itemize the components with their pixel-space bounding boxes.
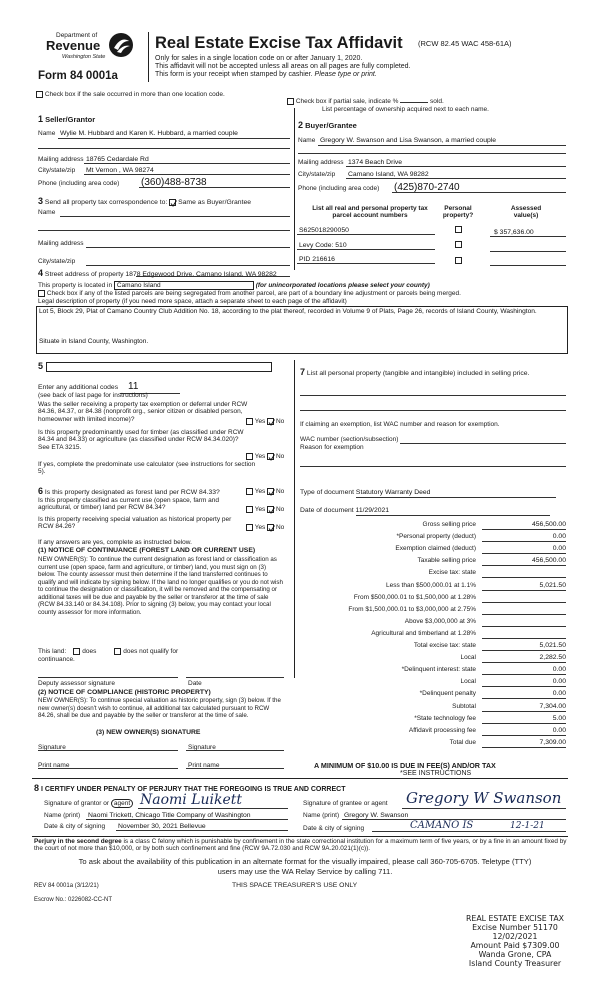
correspondence-heading: 3 Send all property tax correspondence to: Same as Buyer/Grantee xyxy=(38,196,252,206)
tax-row-label: Gross selling price xyxy=(422,521,476,528)
treasurer-use: THIS SPACE TREASURER'S USE ONLY xyxy=(232,882,358,889)
exemption-text: If claiming an exemption, list WAC number and reason for exemption. xyxy=(300,421,500,428)
check-mark-icon xyxy=(268,489,275,496)
form-citation: (RCW 82.45 WAC 458-61A) xyxy=(418,39,512,48)
seller-mail-label: Mailing address xyxy=(38,156,84,163)
tax-row-label: Total excise tax: state xyxy=(413,642,476,649)
form-number: Form 84 0001a xyxy=(38,70,118,82)
buyer-mail-label: Mailing address xyxy=(298,159,344,166)
header-divider xyxy=(148,32,149,82)
q1-no-checkbox[interactable] xyxy=(267,418,274,425)
q1-yes-checkbox[interactable] xyxy=(246,418,253,425)
tax-row-value[interactable]: 7,309.00 xyxy=(482,739,566,748)
buyer-city-label: City/state/zip xyxy=(298,171,336,178)
section5-input[interactable] xyxy=(46,362,272,372)
deputy-date-label: Date xyxy=(188,680,202,687)
owner-signature-label: Signature xyxy=(38,744,66,751)
property-address-row: 4 Street address of property 1878 Edgewood Drive, Camano Island, WA 98282 xyxy=(38,268,277,278)
parcel-number[interactable]: S625018290050 xyxy=(299,227,349,234)
dor-swoosh-icon xyxy=(108,32,134,58)
tax-row-value[interactable]: 7,304.00 xyxy=(482,703,566,712)
perjury-text: Perjury in the second degree is a class C felony which is punishable by confinement in the state correctional institution for a maximum term of five years, or by a fine in an amount fixed by the court of not more than $10,000, or by both such confinement and fine (RCW 9A.72.030 and RCW 9A.20.021(1)(c)). xyxy=(34,838,567,853)
segregated-row: Check box if any of the listed parcels are being segregated from another parcel, are part of a boundary line adjustment or parcels being merged. xyxy=(38,290,461,298)
tax-row-value[interactable]: 5,021.50 xyxy=(482,642,566,651)
escrow-number: Escrow No.: 0226082-CC-NT xyxy=(34,897,113,903)
sec5-q1-answer: Yes No xyxy=(246,418,284,426)
notice2-heading: (2) NOTICE OF COMPLIANCE (HISTORIC PROPERTY) xyxy=(38,689,211,696)
stamp-line3: 12/02/2021 xyxy=(492,931,538,941)
tax-row-value[interactable]: 456,500.00 xyxy=(482,557,566,566)
sec6-q1: 6 Is this property designated as forest land per RCW 84.33? xyxy=(38,486,220,496)
codes-note: (see back of last page for instructions) xyxy=(38,392,148,399)
parcel-header-1: List all real and personal property tax parcel account numbers xyxy=(312,205,428,220)
seller-heading: 1 Seller/Grantor xyxy=(38,114,96,124)
buyer-name-label: Name xyxy=(298,137,316,144)
check-mark-icon xyxy=(268,507,275,514)
q2-yes-checkbox[interactable] xyxy=(246,453,253,460)
sec8-bottom-rule xyxy=(32,836,568,837)
sec5-q2-answer: Yes No xyxy=(246,453,284,461)
grantor-date-label: Date & city of signing xyxy=(44,823,106,830)
grantor-signature[interactable]: Naomi Luikett xyxy=(140,792,243,808)
tax-row-value[interactable]: 456,500.00 xyxy=(482,521,566,530)
personal-property-checkbox[interactable] xyxy=(455,241,462,248)
tax-row-value[interactable]: 0.00 xyxy=(482,690,566,699)
dept-line3: Washington State xyxy=(62,54,106,60)
reason-label: Reason for exemption xyxy=(300,444,364,451)
partial-sale-note: List percentage of ownership acquired next to each name. xyxy=(322,106,489,113)
same-as-buyer-checkbox[interactable] xyxy=(169,199,176,206)
parcel-number[interactable]: PID 216616 xyxy=(299,256,335,263)
check-mark-icon xyxy=(268,454,275,461)
stamp-line5: Wanda Grone, CPA xyxy=(478,949,552,959)
certify-text: 8 I CERTIFY UNDER PENALTY OF PERJURY THAT THE FOREGOING IS TRUE AND CORRECT xyxy=(34,783,346,793)
center-divider-mid xyxy=(294,360,295,678)
deputy-label: Deputy assessor signature xyxy=(38,680,115,687)
minimum-due: A MINIMUM OF $10.00 IS DUE IN FEE(S) AND/OR TAX xyxy=(314,761,496,770)
additional-codes[interactable]: 11 xyxy=(120,381,180,394)
see-instructions: *SEE INSTRUCTIONS xyxy=(400,770,472,777)
grantee-sig-label: Signature of grantee or agent xyxy=(303,800,388,807)
parcel-number[interactable]: Levy Code: 510 xyxy=(299,242,347,249)
grantor-name[interactable]: Naomi Trickett, Chicago Title Company of Washington xyxy=(88,812,251,819)
q2-no-checkbox[interactable] xyxy=(267,453,274,460)
this-land-row: This land: does does not qualify for xyxy=(38,648,179,656)
legal-description-2[interactable]: Situate in Island County, Washington. xyxy=(39,338,149,345)
tax-row-value[interactable]: 0.00 xyxy=(482,533,566,542)
sec6-q2: Is this property classified as current use (open space, farm and agricultural, or timber) land per RCW 84.34? xyxy=(38,497,220,512)
doc-type-row: Type of document Statutory Warranty Deed xyxy=(300,489,556,498)
tax-row-value[interactable]: 0.00 xyxy=(482,678,566,687)
buyer-name[interactable]: Gregory W. Swanson and Lisa Swanson, a married couple xyxy=(320,137,497,144)
tax-row-label: Less than $500,000.01 at 1.1% xyxy=(386,581,476,589)
doc-type[interactable]: Statutory Warranty Deed xyxy=(356,489,556,498)
parcel-header-2: Personal property? xyxy=(442,205,474,220)
personal-property-checkbox[interactable] xyxy=(455,257,462,264)
corr-name-label: Name xyxy=(38,209,56,216)
forest-no-checkbox[interactable] xyxy=(267,488,274,495)
located-select[interactable]: Camano Island xyxy=(114,281,254,290)
located-row: This property is located in Camano Island (for unincorporated locations please select your county) xyxy=(38,282,430,289)
tax-row-label: Total due xyxy=(449,738,476,746)
historic-yes-checkbox[interactable] xyxy=(246,524,253,531)
stamp-line6: Island County Treasurer xyxy=(468,958,562,968)
notice2-text: NEW OWNER(S): To continue special valuation as historic property, sign (3) below. If the new owner(s) doesn't wish to continue, all additional tax calculated pursuant to RCW 84.26, shall be due and payable by the seller or transferor at the time of sale. xyxy=(38,697,281,720)
sec6-q2-answer: Yes No xyxy=(246,506,284,514)
treasurer-stamp xyxy=(440,915,590,969)
tax-row-label: Affidavit processing fee xyxy=(408,726,476,734)
new-owner-heading: (3) NEW OWNER(S) SIGNATURE xyxy=(96,729,201,736)
buyer-phone-label: Phone (including area code) xyxy=(298,185,380,192)
wac-label: WAC number (section/subsection) xyxy=(300,436,399,443)
header-note1: Only for sales in a single location code on or after January 1, 2020. xyxy=(155,55,363,62)
tax-row-label: Local xyxy=(460,678,476,686)
center-divider-top xyxy=(294,108,295,270)
partial-sale-check: Check box if partial sale, indicate % sold. xyxy=(287,98,444,106)
tax-row-label: Subtotal xyxy=(452,702,476,710)
tax-row-value[interactable] xyxy=(482,569,566,578)
grantee-name[interactable]: Gregory W. Swanson xyxy=(344,812,409,819)
grantor-sig-label: Signature of grantor or agent xyxy=(44,800,133,807)
buyer-phone[interactable]: (425)870-2740 xyxy=(394,182,460,193)
form-title: Real Estate Excise Tax Affidavit xyxy=(155,34,403,52)
legal-description[interactable]: Lot 5, Block 29, Plat of Camano Country Club Addition No. 18, according to the plat thereof, recorded in Volume 9 of Plats, Page 26, records of Island County, Washington. xyxy=(39,308,537,315)
sec8-top-rule xyxy=(32,778,568,779)
owner-print-label-2: Print name xyxy=(188,762,220,769)
sec5-q2b: If yes, complete the predominate use calculator (see instructions for section 5). xyxy=(38,461,256,476)
stamp-line1: REAL ESTATE EXCISE TAX xyxy=(465,914,565,923)
codes-row: Enter any additional codes 11 xyxy=(38,381,180,394)
stamp-line4: Amount Paid $7309.00 xyxy=(470,940,560,950)
grantee-signature[interactable]: Gregory W Swanson xyxy=(406,789,562,807)
dept-line1: Department of xyxy=(56,32,98,39)
tax-row-label: Taxable selling price xyxy=(417,557,476,565)
grantee-date-label: Date & city of signing xyxy=(303,825,365,832)
current-use-no-checkbox[interactable] xyxy=(267,506,274,513)
multi-location-checkbox[interactable] xyxy=(36,91,43,98)
assessed-value[interactable]: $ 357,636.00 xyxy=(494,229,534,236)
corr-city-label: City/state/zip xyxy=(38,258,76,265)
sec6-if-yes: If any answers are yes, complete as instructed below. xyxy=(38,539,192,546)
owner-signature-label-2: Signature xyxy=(188,744,216,751)
personal-property-checkbox[interactable] xyxy=(455,226,462,233)
sec5-q2: Is this property predominantly used for timber (as classified under RCW 84.34 and 84.33) or agriculture (as classified under RCW 84.34.020)? See ETA 3215. xyxy=(38,429,244,451)
multi-location-check: Check box if the sale occurred in more than one location code. xyxy=(36,91,225,99)
notice1-text: NEW OWNER(S): To continue the current designation as forest land or classification as current use (open space, farm and agriculture, or timber) land, you must sign on (3) below. The county assessor must then determine if the land transferred continues to qualify and will indicate by signing below. If the land no longer qualifies or you do not wish to continue the designation or classification, it will be removed and the compensating or additional taxes will be due and payable by the seller or transferor at the time of sale (RCW 84.33.140 or 84.34.108). Prior to signing (3) below, you may contact your local county assessor for more information. xyxy=(38,556,283,616)
corr-mail-label: Mailing address xyxy=(38,240,84,247)
seller-name-label: Name xyxy=(38,130,56,137)
seller-phone[interactable]: (360)488-8738 xyxy=(141,177,207,188)
tax-row-value[interactable] xyxy=(482,594,566,603)
tax-row-value[interactable]: 5,021.50 xyxy=(482,582,566,591)
tax-row-value[interactable] xyxy=(482,630,566,639)
legal-label: Legal description of property (if you need more space, attach a separate sheet to each page of the affidavit) xyxy=(38,298,347,305)
seller-city-label: City/state/zip xyxy=(38,167,76,174)
sec6-q3-answer: Yes No xyxy=(246,524,284,532)
continuance-label: continuance. xyxy=(38,656,75,663)
grantee-name-label: Name (print) xyxy=(303,812,340,819)
tax-row-value[interactable] xyxy=(482,606,566,615)
check-mark-icon xyxy=(170,200,177,207)
buyer-mail[interactable]: 1374 Beach Drive xyxy=(348,159,403,166)
tax-row-value[interactable]: 5.00 xyxy=(482,715,566,724)
segregated-checkbox[interactable] xyxy=(38,290,45,297)
tax-row-value[interactable]: 0.00 xyxy=(482,545,566,554)
tax-row-label: *Personal property (deduct) xyxy=(396,533,476,541)
sec7-text: 7 List all personal property (tangible and intangible) included in selling price. xyxy=(300,367,530,377)
owner-print-label: Print name xyxy=(38,762,70,769)
notice1-heading: (1) NOTICE OF CONTINUANCE (FOREST LAND OR CURRENT USE) xyxy=(38,547,256,554)
sec5-q1: Was the seller receiving a property tax exemption or deferral under RCW 84.36, 84.37, or 84.38 (nonprofit org., senior citizen or disabled person, homeowner with limited income)? xyxy=(38,401,248,423)
historic-no-checkbox[interactable] xyxy=(267,524,274,531)
partial-sale-checkbox[interactable] xyxy=(287,98,294,105)
seller-name[interactable]: Wylie M. Hubbard and Karen K. Hubbard, a married couple xyxy=(60,130,238,137)
dept-line2: Revenue xyxy=(46,38,101,53)
seller-city[interactable]: Mt Vernon , WA 98274 xyxy=(86,167,154,174)
tax-row-value[interactable]: 2,282.50 xyxy=(482,654,566,663)
grantor-date[interactable]: November 30, 2021 Bellevue xyxy=(118,823,206,830)
check-mark-icon xyxy=(268,525,275,532)
parcel-header-3: Assessed value(s) xyxy=(510,205,542,220)
stamp-line2: Excise Number 51170 xyxy=(472,922,558,932)
tax-row-label: *Delinquent penalty xyxy=(419,690,476,698)
sec6-q1-answer: Yes No xyxy=(246,488,284,496)
accessibility-text: To ask about the availability of this publication in an alternate format for the visually impaired, please call 360-705-6705. Teletype (TTY) users may use the WA Relay Service by calling 711. xyxy=(78,857,532,877)
rev-label: REV 84 0001a (3/12/21) xyxy=(34,883,99,889)
tax-row-label: *Delinquent interest: state xyxy=(401,666,476,674)
tax-row-label: Agricultural and timberland at 1.28% xyxy=(371,629,476,637)
header-note3: This form is your receipt when stamped by cashier. Please type or print. xyxy=(155,71,377,78)
tax-row-label: Excise tax: state xyxy=(428,569,476,577)
check-mark-icon xyxy=(268,419,275,426)
current-use-yes-checkbox[interactable] xyxy=(246,506,253,513)
buyer-heading: 2 Buyer/Grantee xyxy=(298,120,357,130)
tax-row-label: Above $3,000,000 at 3% xyxy=(404,617,476,625)
buyer-city[interactable]: Camano Island, WA 98282 xyxy=(348,171,429,178)
tax-row-label: Local xyxy=(460,654,476,662)
grantee-city[interactable]: CAMANO IS xyxy=(410,820,474,831)
tax-row-label: *State technology fee xyxy=(414,714,476,722)
section5-number: 5 xyxy=(38,361,44,371)
seller-mail[interactable]: 18765 Cedardale Rd xyxy=(86,156,149,163)
does-qualify-checkbox[interactable] xyxy=(73,648,80,655)
tax-row-label: From $1,500,000.01 to $3,000,000 at 2.75% xyxy=(348,605,476,613)
tax-row-value[interactable]: 0.00 xyxy=(482,727,566,736)
doc-date-row: Date of document 11/29/2021 xyxy=(300,507,550,516)
tax-row-label: Exemption claimed (deduct) xyxy=(395,545,476,553)
grantee-date[interactable]: 12-1-21 xyxy=(510,821,545,831)
does-not-qualify-checkbox[interactable] xyxy=(114,648,121,655)
tax-row-label: From $500,000.01 to $1,500,000 at 1.28% xyxy=(353,593,476,601)
header-note2: This affidavit will not be accepted unless all areas on all pages are fully completed. xyxy=(155,63,411,70)
tax-row-value[interactable] xyxy=(482,618,566,627)
seller-phone-label: Phone (including area code) xyxy=(38,180,120,187)
grantor-name-label: Name (print) xyxy=(44,812,81,819)
forest-yes-checkbox[interactable] xyxy=(246,488,253,495)
dor-logo xyxy=(44,30,134,70)
tax-row-value[interactable]: 0.00 xyxy=(482,666,566,675)
property-address[interactable]: 1878 Edgewood Drive, Camano Island, WA 98282 xyxy=(125,271,277,278)
doc-date[interactable]: 11/29/2021 xyxy=(356,507,550,516)
sec6-q3: Is this property receiving special valuation as historical property per RCW 84.26? xyxy=(38,516,232,531)
